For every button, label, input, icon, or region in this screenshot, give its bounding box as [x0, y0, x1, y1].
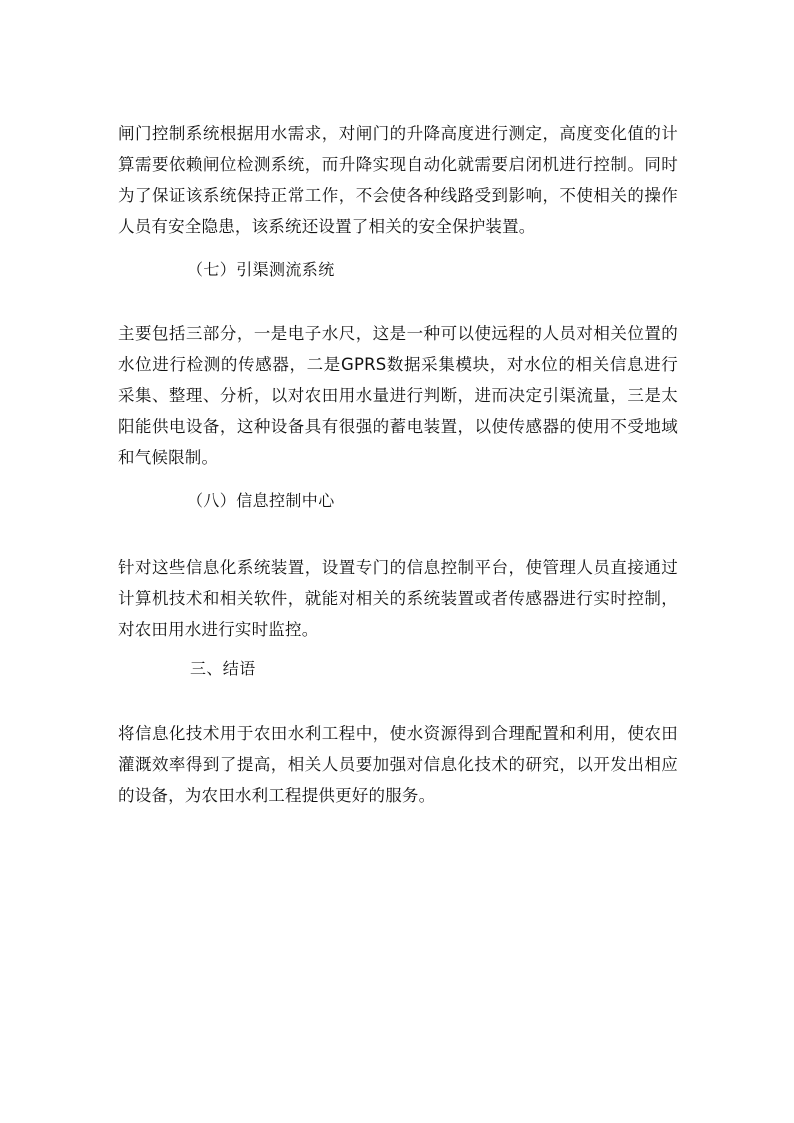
paragraph-information-control-center: 针对这些信息化系统装置，设置专门的信息控制平台，使管理人员直接通过计算机技术和相关软件，就能对相关的系统装置或者传感器进行实时控制，对农田用水进行实时监控。	[118, 558, 678, 639]
section-heading-canal-flow-measurement: （七）引渠测流系统	[187, 260, 335, 279]
section-heading-conclusion: 三、结语	[190, 659, 256, 678]
section-heading-information-control-center: （八）信息控制中心	[187, 491, 335, 510]
paragraph-gate-control: 闸门控制系统根据用水需求，对闸门的升降高度进行测定，高度变化值的计算需要依赖闸位检测系统，而升降实现自动化就需要启闭机进行控制。同时为了保证该系统保持正常工作，不会使各种线路受到影响，不使相关的操作人员有安全隐患，该系统还设置了相关的安全保护装置。	[118, 124, 678, 236]
paragraph-conclusion: 将信息化技术用于农田水利工程中，使水资源得到合理配置和利用，使农田灌溉效率得到了提高，相关人员要加强对信息化技术的研究，以开发出相应的设备，为农田水利工程提供更好的服务。	[118, 724, 678, 805]
paragraph-canal-flow-system: 主要包括三部分，一是电子水尺，这是一种可以使远程的人员对相关位置的水位进行检测的传感器，二是GPRS数据采集模块，对水位的相关信息进行采集、整理、分析，以对农田用水量进行判断，进而决定引渠流量，三是太阳能供电设备，这种设备具有很强的蓄电装置，以使传感器的使用不受地域和气候限制。	[118, 324, 678, 467]
